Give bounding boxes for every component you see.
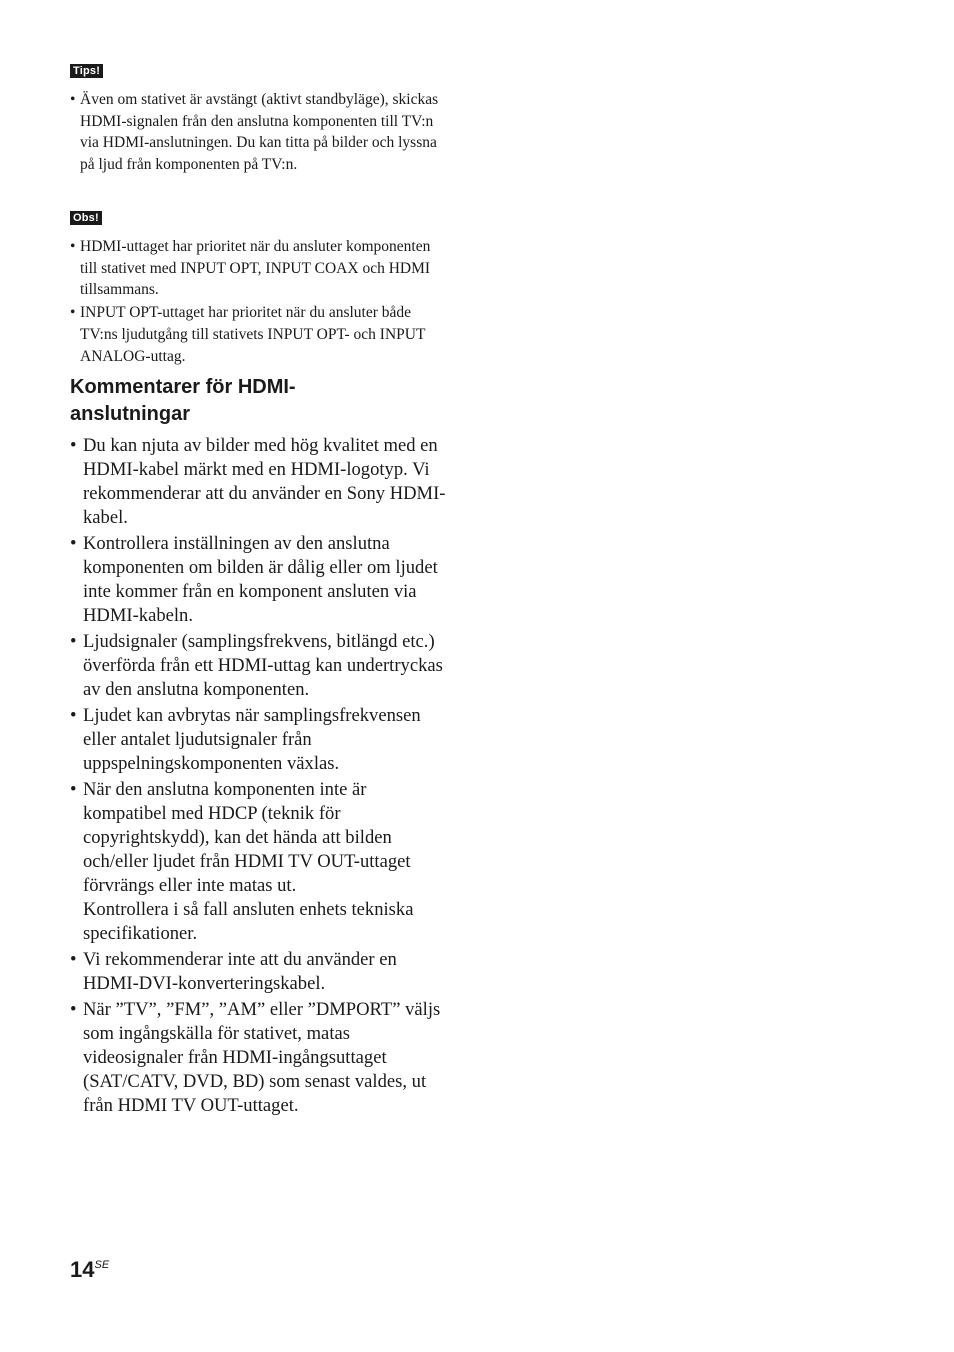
list-item: • Ljudet kan avbrytas när samplingsfrekvensen eller antalet ljudutsignaler från uppspelningskomponenten växlas.: [70, 704, 448, 776]
list-item: [70, 778, 448, 946]
obs-list: [70, 236, 450, 367]
obs-item: • INPUT OPT-uttaget har prioritet när du ansluter både TV:ns ljudutgång till stativets INPUT OPT- och INPUT ANALOG-uttag.: [70, 302, 450, 367]
tips-list: [70, 89, 450, 176]
list-item-text: När den anslutna komponenten inte är kompatibel med HDCP (teknik för copyrightskydd), kan det hända att bilden och/eller ljudet från HDMI TV OUT-uttaget förvrängs eller inte matas ut.: [83, 779, 411, 896]
list-item: • Vi rekommenderar inte att du använder en HDMI-DVI-konverteringskabel.: [70, 948, 448, 996]
obs-item: • HDMI-uttaget har prioritet när du ansluter komponenten till stativet med INPUT OPT, INPUT COAX och HDMI tillsammans.: [70, 236, 450, 301]
list-item: • Kontrollera inställningen av den anslutna komponenten om bilden är dålig eller om ljudet inte kommer från en komponent ansluten via HDMI-kabeln.: [70, 532, 448, 628]
page-number-suffix: SE: [94, 1259, 110, 1271]
section-heading: Kommentarer för HDMI-anslutningar: [70, 376, 296, 425]
hdmi-comments-section: [70, 374, 448, 1120]
list-item: • När ”TV”, ”FM”, ”AM” eller ”DMPORT” väljs som ingångskälla för stativet, matas videosignaler från HDMI-ingångsuttaget (SAT/CATV, DVD, BD) som senast valdes, ut från HDMI TV OUT-uttaget.: [70, 998, 448, 1118]
obs-section: [70, 208, 450, 367]
obs-badge: Obs!: [70, 211, 102, 225]
page-number-value: 14: [70, 1257, 95, 1282]
tips-badge: Tips!: [70, 64, 103, 78]
tips-section: [70, 61, 450, 176]
list-item: • Ljudsignaler (samplingsfrekvens, bitlängd etc.) överförda från ett HDMI-uttag kan undertryckas av den anslutna komponenten.: [70, 630, 448, 702]
page-number: [70, 1257, 109, 1283]
list-item-continuation: Kontrollera i så fall ansluten enhets tekniska specifikationer.: [83, 899, 414, 944]
tips-item: • Även om stativet är avstängt (aktivt standbyläge), skickas HDMI-signalen från den anslutna komponenten till TV:n via HDMI-anslutningen. Du kan titta på bilder och lyssna på ljud från komponenten på TV:n.: [70, 89, 450, 176]
hdmi-comments-list: [70, 434, 448, 1118]
list-item: • Du kan njuta av bilder med hög kvalitet med en HDMI-kabel märkt med en HDMI-logotyp. Vi rekommenderar att du använder en Sony HDMI-kabel.: [70, 434, 448, 530]
